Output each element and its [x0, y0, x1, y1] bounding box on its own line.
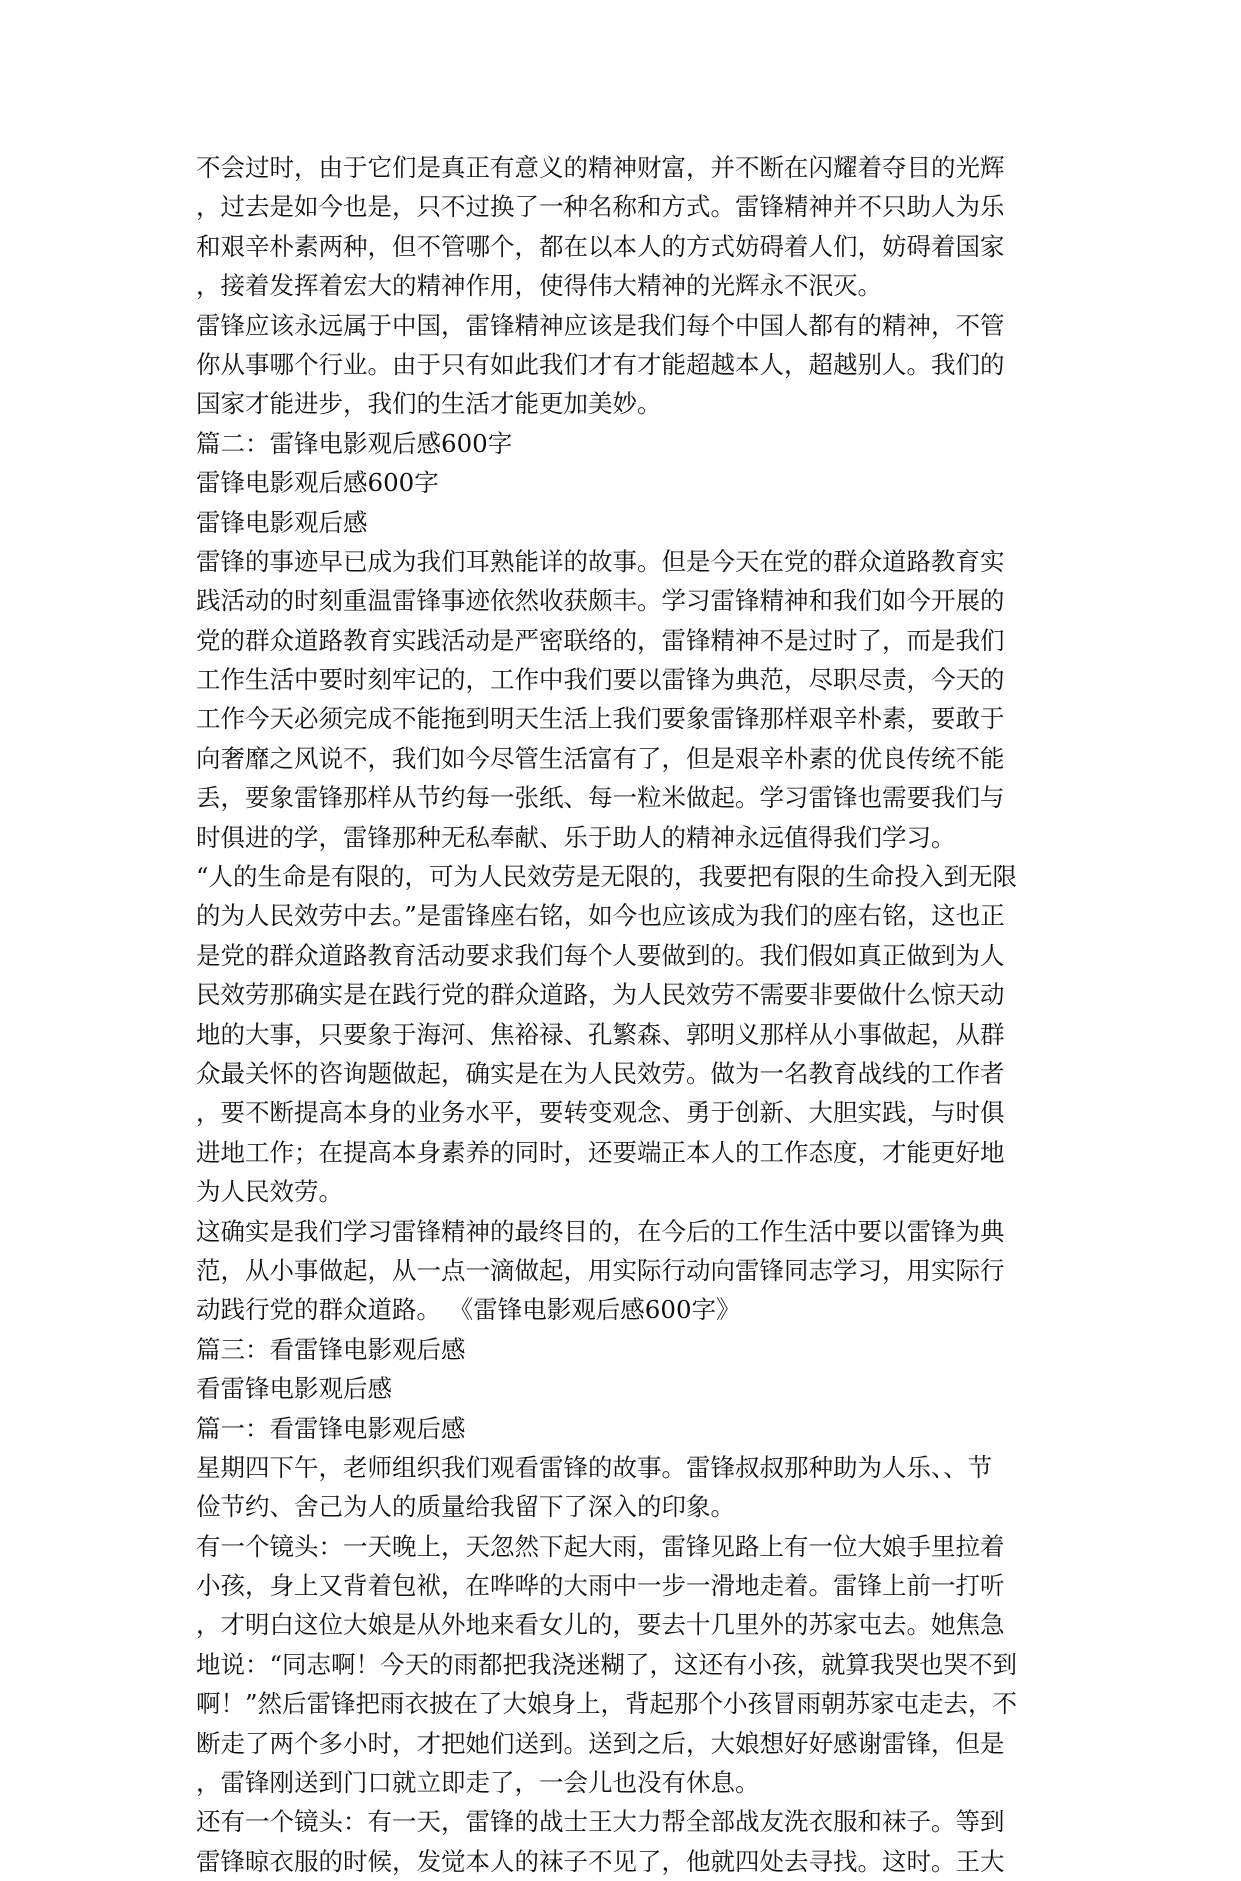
text-line: 和艰辛朴素两种，但不管哪个，都在以本人的方式妨碍着人们，妨碍着国家: [196, 231, 1005, 261]
text-line: 地说：“同志啊！今天的雨都把我浇迷糊了，这还有小孩，就算我哭也哭不到: [196, 1649, 1018, 1679]
text-line: ，雷锋刚送到门口就立即走了，一会儿也没有休息。: [196, 1768, 760, 1798]
text-line: ，接着发挥着宏大的精神作用，使得伟大精神的光辉永不泯灭。: [196, 271, 882, 301]
article-subtitle: 雷锋电影观后感: [196, 507, 368, 537]
section-heading: 篇二：雷锋电影观后感600字: [196, 428, 513, 458]
text-line: 的为人民效劳中去。”是雷锋座右铭，如今也应该成为我们的座右铭，这也正: [196, 901, 1005, 931]
text-line: 丢，要象雷锋那样从节约每一张纸、每一粒米做起。学习雷锋也需要我们与: [196, 783, 1005, 813]
text-line: 国家才能进步，我们的生活才能更加美妙。: [196, 389, 662, 419]
text-line: 党的群众道路教育实践活动是严密联络的，雷锋精神不是过时了，而是我们: [196, 625, 1005, 655]
text-line: 雷锋晾衣服的时候，发觉本人的袜子不见了，他就四处去寻找。这时。王大: [196, 1846, 1005, 1876]
text-line: 不会过时，由于它们是真正有意义的精神财富，并不断在闪耀着夺目的光辉: [196, 153, 1005, 182]
section-heading: 篇一：看雷锋电影观后感: [196, 1413, 466, 1443]
text-line: 有一个镜头：一天晚上，天忽然下起大雨，雷锋见路上有一位大娘手里拉着: [196, 1531, 1005, 1561]
text-line: 小孩，身上又背着包袱，在哗哗的大雨中一步一滑地走着。雷锋上前一打听: [196, 1571, 1005, 1601]
text-line: 你从事哪个行业。由于只有如此我们才有才能超越本人，超越别人。我们的: [196, 349, 1005, 379]
text-line: 俭节约、舍己为人的质量给我留下了深入的印象。: [196, 1492, 735, 1522]
text-line: 践活动的时刻重温雷锋事迹依然收获颇丰。学习雷锋精神和我们如今开展的: [196, 586, 1005, 616]
section-heading: 篇三：看雷锋电影观后感: [196, 1334, 466, 1364]
text-line: ，要不断提高本身的业务水平，要转变观念、勇于创新、大胆实践，与时俱: [196, 1098, 1005, 1128]
text-line: 民效劳那确实是在践行党的群众道路，为人民效劳不需要非要做什么惊天动: [196, 980, 1005, 1010]
article-title: 看雷锋电影观后感: [196, 1374, 392, 1404]
text-line: 雷锋应该永远属于中国，雷锋精神应该是我们每个中国人都有的精神，不管: [196, 310, 1005, 340]
text-line: 时俱进的学，雷锋那种无私奉献、乐于助人的精神永远值得我们学习。: [196, 822, 956, 852]
document-body-text: [196, 148, 1058, 1881]
text-line: 进地工作；在提高本身素养的同时，还要端正本人的工作态度，才能更好地: [196, 1137, 1005, 1167]
text-line: 为人民效劳。: [196, 1177, 343, 1207]
text-line: 星期四下午，老师组织我们观看雷锋的故事。雷锋叔叔那种助为人乐、、节: [196, 1452, 993, 1482]
article-title: 雷锋电影观后感600字: [196, 468, 439, 498]
text-line: 雷锋的事迹早已成为我们耳熟能详的故事。但是今天在党的群众道路教育实: [196, 546, 1005, 576]
text-line: 还有一个镜头：有一天，雷锋的战士王大力帮全部战友洗衣服和袜子。等到: [196, 1807, 1005, 1837]
text-line: 向奢靡之风说不，我们如今尽管生活富有了，但是艰辛朴素的优良传统不能: [196, 743, 1005, 773]
text-line: 工作今天必须完成不能拖到明天生活上我们要象雷锋那样艰辛朴素，要敢于: [196, 704, 1005, 734]
text-line: 啊！”然后雷锋把雨衣披在了大娘身上，背起那个小孩冒雨朝苏家屯走去，不: [196, 1689, 1018, 1719]
text-line: 众最关怀的咨询题做起，确实是在为人民效劳。做为一名教育战线的工作者: [196, 1058, 1005, 1088]
text-line: 地的大事，只要象于海河、焦裕禄、孔繁森、郭明义那样从小事做起，从群: [196, 1019, 1005, 1049]
text-line: 这确实是我们学习雷锋精神的最终目的，在今后的工作生活中要以雷锋为典: [196, 1216, 1005, 1246]
text-line: 动践行党的群众道路。 《雷锋电影观后感600字》: [196, 1295, 741, 1325]
text-line: ，才明白这位大娘是从外地来看女儿的，要去十几里外的苏家屯去。她焦急: [196, 1610, 1005, 1640]
text-line: 是党的群众道路教育活动要求我们每个人要做到的。我们假如真正做到为人: [196, 940, 1005, 970]
text-line: 工作生活中要时刻牢记的，工作中我们要以雷锋为典范，尽职尽责，今天的: [196, 665, 1005, 695]
text-line: ，过去是如今也是，只不过换了一种名称和方式。雷锋精神并不只助人为乐: [196, 192, 1005, 222]
text-line: “人的生命是有限的，可为人民效劳是无限的，我要把有限的生命投入到无限: [196, 862, 1018, 892]
text-line: 断走了两个多小时，才把她们送到。送到之后，大娘想好好感谢雷锋，但是: [196, 1728, 1005, 1758]
text-line: 范，从小事做起，从一点一滴做起，用实际行动向雷锋同志学习，用实际行: [196, 1255, 1005, 1285]
